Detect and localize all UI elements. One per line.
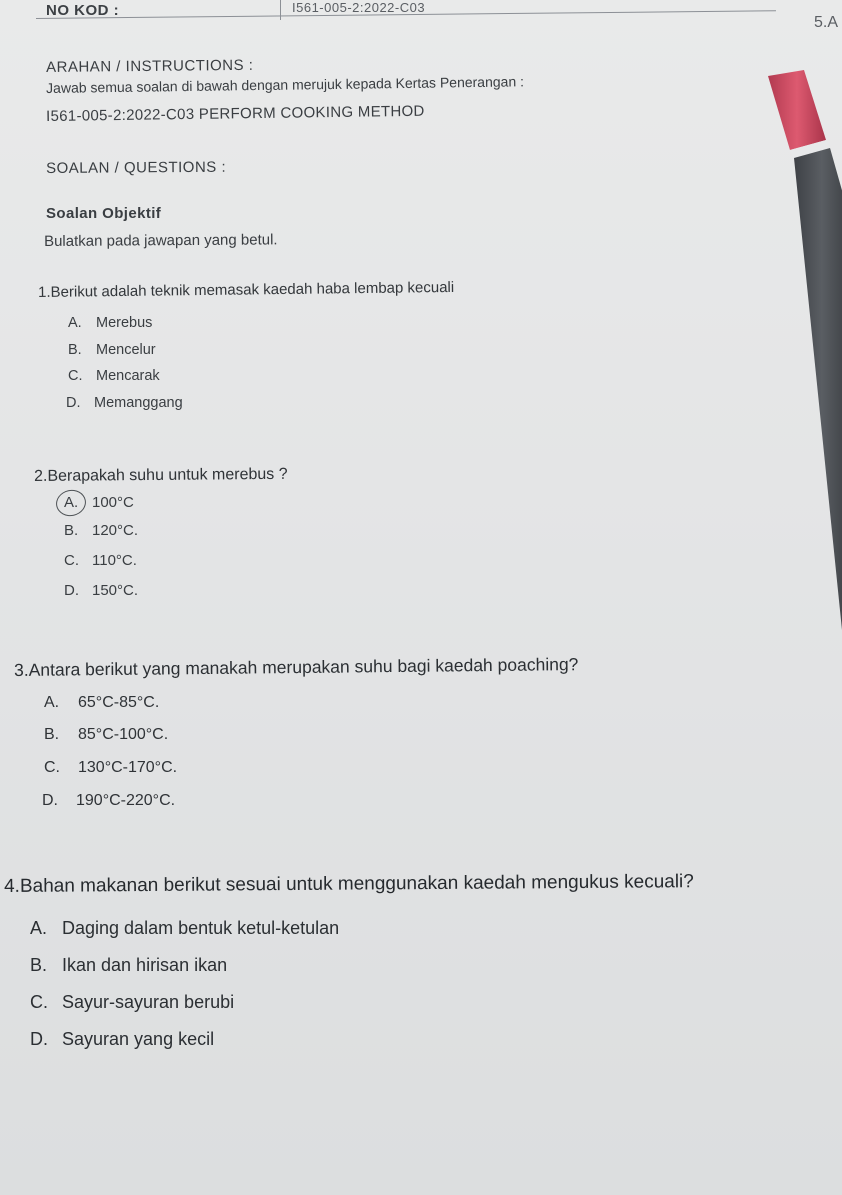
option-letter: A.	[68, 315, 82, 331]
option-letter: C.	[64, 552, 79, 569]
header-cell-divider	[280, 0, 281, 20]
option-text: 85°C-100°C.	[78, 726, 169, 743]
option-text: 150°C.	[92, 582, 139, 599]
question-4-option-b[interactable]	[30, 955, 227, 976]
option-text: 100°C	[92, 494, 134, 511]
question-3-option-a[interactable]	[44, 694, 159, 712]
code-label: NO KOD :	[46, 2, 120, 19]
question-2-text: 2.Berapakah suhu untuk merebus ?	[34, 465, 288, 485]
option-letter: C.	[30, 992, 48, 1012]
pen-image	[764, 70, 842, 630]
instructions-line-2: I561-005-2:2022-C03 PERFORM COOKING METHOD	[46, 102, 425, 125]
option-letter: C.	[68, 368, 83, 384]
option-text: 130°C-170°C.	[78, 759, 178, 776]
page-mark: 5.A	[814, 14, 839, 31]
option-letter: B.	[64, 522, 79, 539]
question-4-option-d[interactable]	[30, 1029, 214, 1050]
objective-title: Soalan Objektif	[46, 205, 162, 222]
question-3-option-b[interactable]	[44, 726, 168, 744]
option-text: Sayuran yang kecil	[62, 1029, 215, 1049]
question-1-option-b[interactable]	[68, 342, 156, 358]
question-4-option-a[interactable]	[30, 918, 339, 939]
question-1-option-a[interactable]	[68, 315, 152, 331]
option-letter: B.	[68, 342, 82, 358]
option-letter: A.	[30, 918, 48, 938]
option-text: 190°C-220°C.	[76, 792, 176, 809]
option-letter: A.	[64, 494, 79, 511]
instructions-line-1: Jawab semua soalan di bawah dengan merujuk kepada Kertas Penerangan :	[46, 73, 525, 96]
question-2-option-d[interactable]	[64, 582, 138, 599]
option-letter: C.	[44, 759, 60, 776]
question-2-option-b[interactable]	[64, 522, 138, 539]
question-2-option-a[interactable]	[64, 494, 134, 511]
option-letter: A.	[44, 694, 60, 711]
question-3-text: 3.Antara berikut yang manakah merupakan suhu bagi kaedah poaching?	[14, 654, 579, 680]
option-text: 120°C.	[92, 522, 139, 539]
option-text: Mencelur	[96, 342, 156, 358]
option-text: 110°C.	[92, 552, 137, 569]
option-text: 65°C-85°C.	[78, 694, 160, 711]
option-text: Daging dalam bentuk ketul-ketulan	[62, 918, 340, 938]
option-letter: D.	[66, 395, 81, 411]
question-4-text: 4.Bahan makanan berikut sesuai untuk menggunakan kaedah mengukus kecuali?	[4, 871, 694, 897]
option-text: Sayur-sayuran berubi	[62, 992, 235, 1012]
objective-note: Bulatkan pada jawapan yang betul.	[44, 231, 278, 250]
option-letter: D.	[64, 582, 79, 599]
option-letter: B.	[30, 955, 48, 975]
question-1-option-d[interactable]	[66, 395, 183, 411]
option-text: Mencarak	[96, 368, 160, 384]
option-text: Ikan dan hirisan ikan	[62, 955, 228, 975]
question-2-option-c[interactable]	[64, 552, 137, 569]
option-text: Memanggang	[94, 395, 183, 411]
questions-heading: SOALAN / QUESTIONS :	[46, 158, 227, 177]
question-3-option-d[interactable]	[42, 792, 175, 810]
instructions-title: ARAHAN / INSTRUCTIONS :	[46, 56, 254, 76]
question-4-option-c[interactable]	[30, 992, 234, 1013]
question-3-option-c[interactable]	[44, 759, 177, 777]
option-letter: B.	[44, 726, 60, 743]
question-1-option-c[interactable]	[68, 368, 160, 384]
question-1-text: 1.Berikut adalah teknik memasak kaedah haba lembap kecuali	[38, 278, 455, 301]
option-letter: D.	[42, 792, 58, 809]
option-letter: D.	[30, 1029, 48, 1049]
option-text: Merebus	[96, 315, 153, 331]
code-value: I561-005-2:2022-C03	[292, 0, 426, 15]
